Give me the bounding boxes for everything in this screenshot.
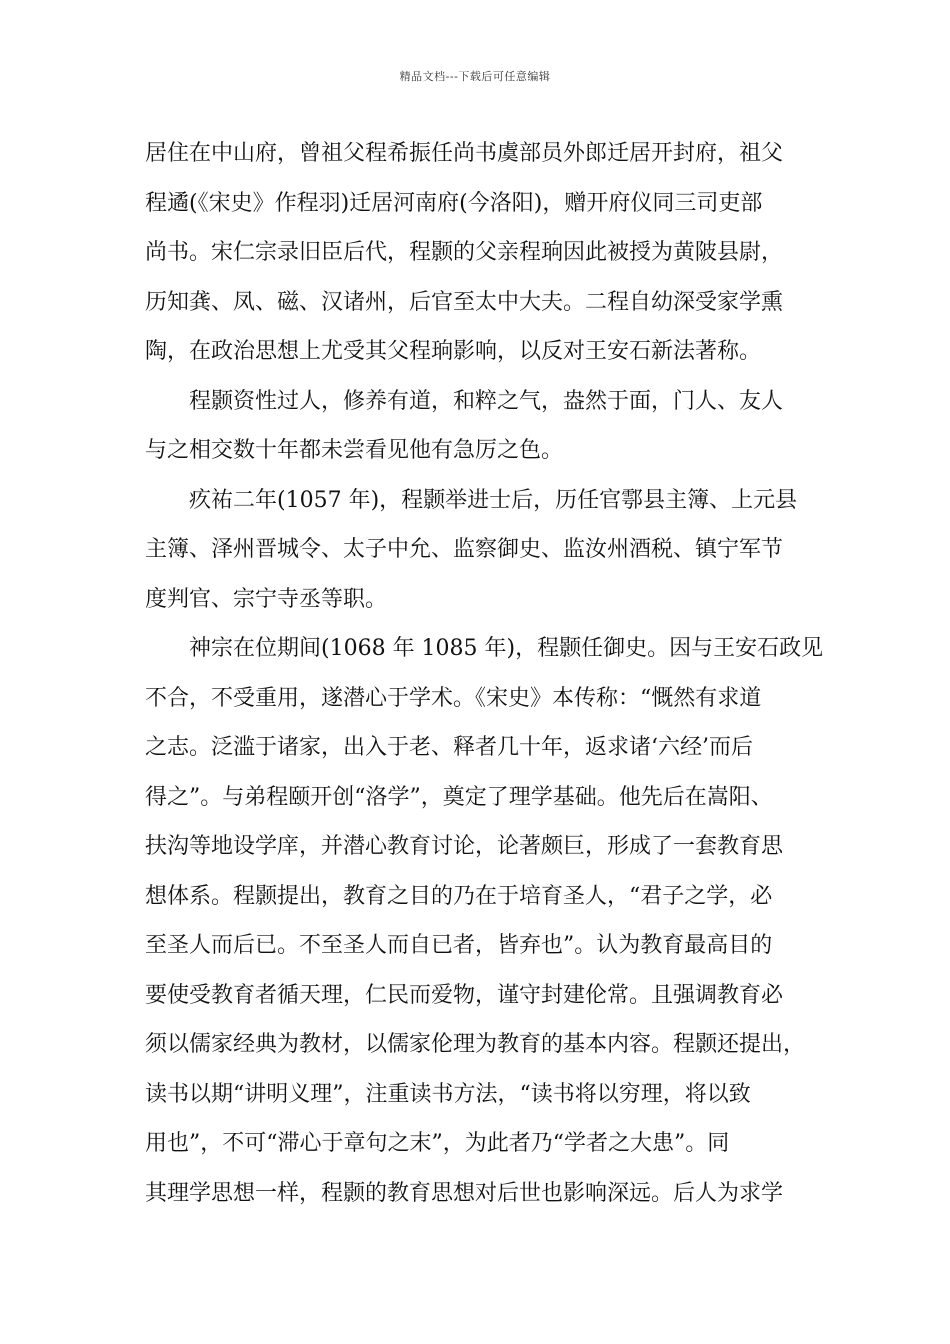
paragraph xyxy=(145,129,810,377)
text-line: 之志。泛滥于诸家，出入于老、释者几十年，返求诸‘六经’而后 xyxy=(145,735,753,760)
text-line: 用也”，不可“滞心于章句之末”，为此者乃“学者之大患”。同 xyxy=(145,1131,730,1156)
text-line: 居住在中山府，曾祖父程希振任尚书虞部员外郎迁居开封府，祖父 xyxy=(145,141,784,166)
text-line: 要使受教育者循天理，仁民而爱物，谨守封建伦常。且强调教育必 xyxy=(145,982,784,1008)
page-header: 精品文档---下载后可任意编辑 xyxy=(399,70,551,83)
text-line: 程遹(《宋史》作程羽)迁居河南府(今洛阳)，赠开府仪同三司吏部 xyxy=(145,190,763,216)
text-line: 主簿、泽州晋城令、太子中允、监察御史、监汝州酒税、镇宁军节 xyxy=(145,537,784,562)
text-line: 疚祐二年(1057 年)，程颢举进士后，历任官鄠县主簿、上元县 xyxy=(189,487,798,513)
text-line: 得之”。与弟程颐开创“洛学”，奠定了理学基础。他先后在嵩阳、 xyxy=(145,784,773,810)
document-body xyxy=(145,129,824,1218)
text-line: 不合，不受重用，遂潜心于学术。《宋史》本传称：“慨然有求道 xyxy=(145,685,762,711)
text-line: 读书以期“讲明义理”，注重读书方法，“读书将以穷理，将以致 xyxy=(145,1081,751,1107)
text-line: 扶沟等地设学庠，并潜心教育讨论，论著颇巨，形成了一套教育思 xyxy=(145,834,784,859)
text-line: 其理学思想一样，程颢的教育思想对后世也影响深远。后人为求学 xyxy=(145,1180,784,1206)
text-line: 须以儒家经典为教材，以儒家伦理为教育的基本内容。程颢还提出， xyxy=(145,1032,806,1057)
paragraph xyxy=(145,624,824,1218)
text-line: 神宗在位期间(1068 年 1085 年)，程颢任御史。因与王安石政见 xyxy=(189,636,824,661)
text-line: 程颢资性过人，修养有道，和粹之气，盎然于面，门人、友人 xyxy=(189,388,784,414)
text-line: 尚书。宋仁宗录旧臣后代，程颢的父亲程珦因此被授为黄陂县尉， xyxy=(145,240,784,265)
paragraph xyxy=(145,476,810,625)
text-line: 陶，在政治思想上尤受其父程珦影响，以反对王安石新法著称。 xyxy=(145,339,762,364)
text-line: 至圣人而后已。不至圣人而自已者，皆弃也”。认为教育最高目的 xyxy=(145,933,773,958)
text-line: 想体系。程颢提出，教育之目的乃在于培育圣人，“君子之学，必 xyxy=(145,883,773,909)
text-line: 度判官、宗宁寺丞等职。 xyxy=(145,586,388,612)
text-line: 与之相交数十年都未尝看见他有急厉之色。 xyxy=(145,438,564,463)
text-line: 历知龚、凤、磁、汉诸州，后官至太中大夫。二程自幼深受家学熏 xyxy=(145,289,784,315)
paragraph xyxy=(145,377,810,476)
